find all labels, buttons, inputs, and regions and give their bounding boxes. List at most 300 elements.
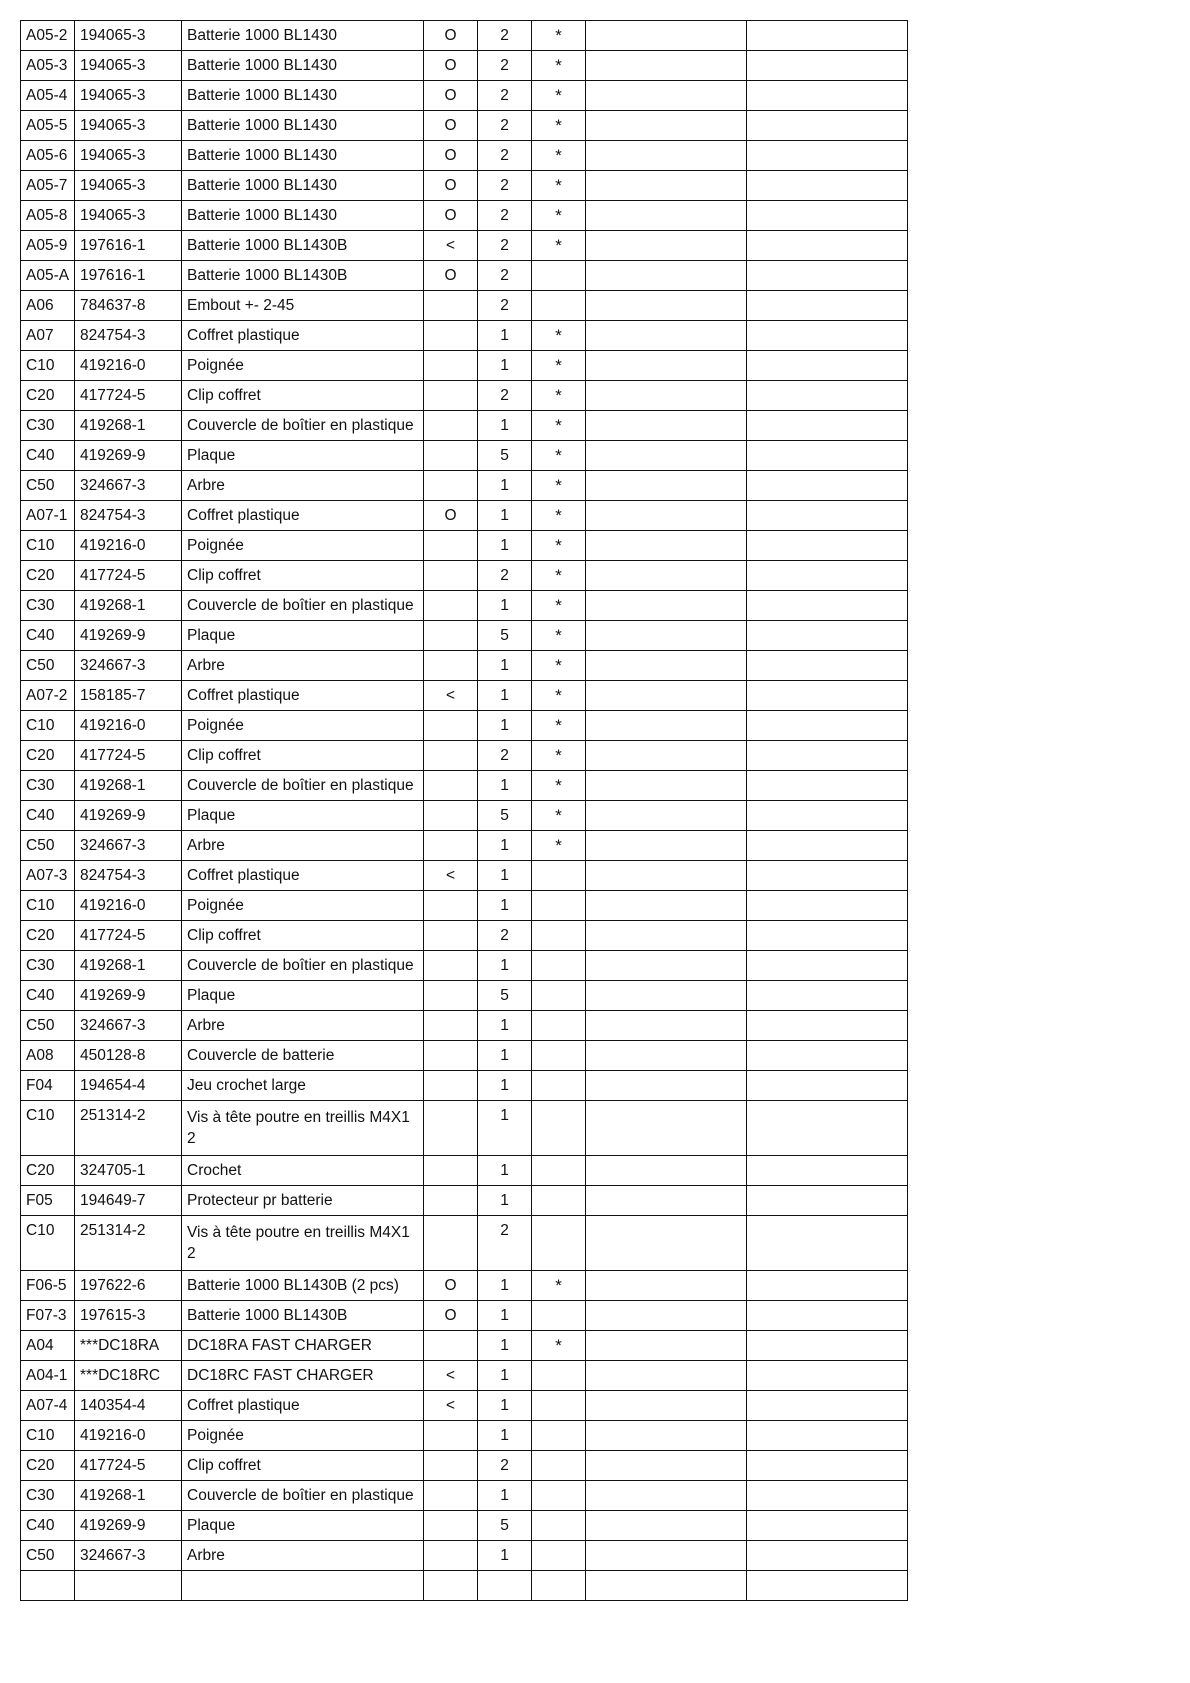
description-cell: Batterie 1000 BL1430	[182, 21, 424, 51]
ref-cell: A05-8	[21, 201, 75, 231]
note-cell-1	[586, 321, 747, 351]
note-cell-1	[586, 1451, 747, 1481]
note-cell-1	[586, 591, 747, 621]
note-cell-2	[747, 921, 908, 951]
description-cell: Arbre	[182, 831, 424, 861]
description-cell: DC18RC FAST CHARGER	[182, 1361, 424, 1391]
quantity-cell: 2	[478, 561, 532, 591]
table-row	[21, 1451, 908, 1481]
note-cell-1	[586, 771, 747, 801]
quantity-cell: 1	[478, 1421, 532, 1451]
part-number-cell: 251314-2	[75, 1101, 182, 1156]
star-cell: *	[532, 651, 586, 681]
ref-cell: A05-2	[21, 21, 75, 51]
ref-cell: C30	[21, 771, 75, 801]
mark-cell: <	[424, 1361, 478, 1391]
note-cell-1	[586, 351, 747, 381]
table-row	[21, 1156, 908, 1186]
ref-cell: C10	[21, 531, 75, 561]
note-cell-2	[747, 1541, 908, 1571]
ref-cell: C30	[21, 411, 75, 441]
quantity-cell: 1	[478, 531, 532, 561]
part-number-cell: 194065-3	[75, 171, 182, 201]
table-row	[21, 591, 908, 621]
note-cell-2	[747, 561, 908, 591]
part-number-cell: 197615-3	[75, 1301, 182, 1331]
star-cell: *	[532, 591, 586, 621]
part-number-cell: 419216-0	[75, 891, 182, 921]
mark-cell	[424, 1571, 478, 1601]
mark-cell	[424, 351, 478, 381]
part-number-cell: 417724-5	[75, 741, 182, 771]
table-row	[21, 441, 908, 471]
part-number-cell: 419216-0	[75, 351, 182, 381]
note-cell-2	[747, 831, 908, 861]
ref-cell: C30	[21, 1481, 75, 1511]
part-number-cell: 419216-0	[75, 1421, 182, 1451]
description-cell: Batterie 1000 BL1430B	[182, 1301, 424, 1331]
star-cell: *	[532, 321, 586, 351]
note-cell-1	[586, 141, 747, 171]
ref-cell: F05	[21, 1186, 75, 1216]
table-row	[21, 861, 908, 891]
note-cell-2	[747, 981, 908, 1011]
star-cell	[532, 1156, 586, 1186]
part-number-cell: 194065-3	[75, 81, 182, 111]
note-cell-1	[586, 1186, 747, 1216]
table-row	[21, 981, 908, 1011]
star-cell: *	[532, 81, 586, 111]
star-cell	[532, 891, 586, 921]
star-cell	[532, 1571, 586, 1601]
table-row	[21, 411, 908, 441]
mark-cell: O	[424, 1301, 478, 1331]
note-cell-2	[747, 501, 908, 531]
description-cell: Poignée	[182, 1421, 424, 1451]
ref-cell: C40	[21, 981, 75, 1011]
star-cell: *	[532, 831, 586, 861]
ref-cell: A07-3	[21, 861, 75, 891]
ref-cell: A07	[21, 321, 75, 351]
ref-cell: C30	[21, 951, 75, 981]
part-number-cell: 324667-3	[75, 471, 182, 501]
part-number-cell: 419268-1	[75, 1481, 182, 1511]
ref-cell: C10	[21, 711, 75, 741]
description-cell: Arbre	[182, 471, 424, 501]
part-number-cell: 194654-4	[75, 1071, 182, 1101]
note-cell-2	[747, 111, 908, 141]
ref-cell: C20	[21, 561, 75, 591]
star-cell: *	[532, 1331, 586, 1361]
quantity-cell: 5	[478, 621, 532, 651]
quantity-cell: 1	[478, 891, 532, 921]
note-cell-2	[747, 321, 908, 351]
quantity-cell: 1	[478, 591, 532, 621]
star-cell: *	[532, 171, 586, 201]
quantity-cell: 1	[478, 1391, 532, 1421]
part-number-cell: 824754-3	[75, 321, 182, 351]
description-cell: Batterie 1000 BL1430	[182, 201, 424, 231]
note-cell-1	[586, 501, 747, 531]
star-cell	[532, 1421, 586, 1451]
note-cell-1	[586, 921, 747, 951]
table-row	[21, 921, 908, 951]
ref-cell: C20	[21, 921, 75, 951]
part-number-cell: ***DC18RC	[75, 1361, 182, 1391]
note-cell-2	[747, 1071, 908, 1101]
note-cell-2	[747, 1301, 908, 1331]
table-row	[21, 1301, 908, 1331]
description-cell: Protecteur pr batterie	[182, 1186, 424, 1216]
star-cell	[532, 1041, 586, 1071]
star-cell: *	[532, 111, 586, 141]
quantity-cell: 1	[478, 711, 532, 741]
table-row	[21, 1481, 908, 1511]
note-cell-1	[586, 861, 747, 891]
star-cell	[532, 1071, 586, 1101]
mark-cell	[424, 381, 478, 411]
star-cell: *	[532, 621, 586, 651]
ref-cell: A07-2	[21, 681, 75, 711]
part-number-cell: 324667-3	[75, 831, 182, 861]
quantity-cell: 1	[478, 1301, 532, 1331]
quantity-cell: 1	[478, 681, 532, 711]
note-cell-1	[586, 1101, 747, 1156]
star-cell	[532, 921, 586, 951]
description-cell: Clip coffret	[182, 1451, 424, 1481]
note-cell-2	[747, 621, 908, 651]
star-cell: *	[532, 231, 586, 261]
mark-cell	[424, 441, 478, 471]
description-cell: Jeu crochet large	[182, 1071, 424, 1101]
ref-cell: C50	[21, 471, 75, 501]
note-cell-2	[747, 891, 908, 921]
table-row	[21, 1361, 908, 1391]
description-cell: Plaque	[182, 441, 424, 471]
description-cell: Coffret plastique	[182, 1391, 424, 1421]
ref-cell: A05-A	[21, 261, 75, 291]
table-row	[21, 291, 908, 321]
quantity-cell: 1	[478, 1331, 532, 1361]
note-cell-2	[747, 201, 908, 231]
ref-cell: F04	[21, 1071, 75, 1101]
ref-cell: C40	[21, 1511, 75, 1541]
mark-cell	[424, 771, 478, 801]
part-number-cell: 417724-5	[75, 921, 182, 951]
mark-cell: <	[424, 861, 478, 891]
note-cell-1	[586, 291, 747, 321]
ref-cell: A05-6	[21, 141, 75, 171]
ref-cell: C40	[21, 621, 75, 651]
mark-cell	[424, 1481, 478, 1511]
star-cell	[532, 261, 586, 291]
table-row	[21, 1041, 908, 1071]
star-cell: *	[532, 411, 586, 441]
part-number-cell: 324667-3	[75, 1541, 182, 1571]
star-cell	[532, 291, 586, 321]
table-row	[21, 531, 908, 561]
part-number-cell: 158185-7	[75, 681, 182, 711]
part-number-cell: 824754-3	[75, 501, 182, 531]
description-cell: Batterie 1000 BL1430	[182, 81, 424, 111]
description-cell: Clip coffret	[182, 921, 424, 951]
mark-cell	[424, 1216, 478, 1271]
table-row	[21, 321, 908, 351]
ref-cell: C10	[21, 1421, 75, 1451]
mark-cell	[424, 1101, 478, 1156]
quantity-cell: 2	[478, 1216, 532, 1271]
table-row	[21, 171, 908, 201]
note-cell-2	[747, 171, 908, 201]
table-row	[21, 771, 908, 801]
quantity-cell: 1	[478, 321, 532, 351]
star-cell	[532, 1216, 586, 1271]
description-cell: Coffret plastique	[182, 681, 424, 711]
part-number-cell: 194065-3	[75, 141, 182, 171]
mark-cell	[424, 531, 478, 561]
note-cell-1	[586, 1041, 747, 1071]
ref-cell: A04	[21, 1331, 75, 1361]
ref-cell: C30	[21, 591, 75, 621]
quantity-cell: 1	[478, 1071, 532, 1101]
note-cell-2	[747, 291, 908, 321]
table-row	[21, 1541, 908, 1571]
mark-cell: O	[424, 111, 478, 141]
ref-cell: C10	[21, 1101, 75, 1156]
star-cell	[532, 1011, 586, 1041]
description-cell: DC18RA FAST CHARGER	[182, 1331, 424, 1361]
star-cell	[532, 1361, 586, 1391]
description-cell: Couvercle de boîtier en plastique	[182, 411, 424, 441]
mark-cell: O	[424, 1271, 478, 1301]
mark-cell	[424, 1186, 478, 1216]
note-cell-1	[586, 261, 747, 291]
table-row	[21, 471, 908, 501]
note-cell-2	[747, 771, 908, 801]
note-cell-2	[747, 801, 908, 831]
mark-cell	[424, 1071, 478, 1101]
star-cell: *	[532, 201, 586, 231]
note-cell-1	[586, 891, 747, 921]
table-row	[21, 1271, 908, 1301]
quantity-cell: 1	[478, 651, 532, 681]
star-cell	[532, 1391, 586, 1421]
part-number-cell: 324667-3	[75, 651, 182, 681]
parts-table-body	[21, 21, 908, 1601]
note-cell-2	[747, 1216, 908, 1271]
mark-cell	[424, 471, 478, 501]
ref-cell: A05-9	[21, 231, 75, 261]
note-cell-2	[747, 1391, 908, 1421]
note-cell-1	[586, 441, 747, 471]
quantity-cell: 2	[478, 21, 532, 51]
mark-cell	[424, 1041, 478, 1071]
part-number-cell: 419268-1	[75, 771, 182, 801]
note-cell-2	[747, 681, 908, 711]
table-row	[21, 1421, 908, 1451]
note-cell-2	[747, 1331, 908, 1361]
note-cell-1	[586, 21, 747, 51]
table-row	[21, 1071, 908, 1101]
table-row	[21, 81, 908, 111]
description-cell: Poignée	[182, 891, 424, 921]
note-cell-1	[586, 1301, 747, 1331]
note-cell-2	[747, 141, 908, 171]
ref-cell: C40	[21, 801, 75, 831]
quantity-cell: 2	[478, 81, 532, 111]
table-row	[21, 1391, 908, 1421]
description-cell: Arbre	[182, 651, 424, 681]
ref-cell: C20	[21, 381, 75, 411]
note-cell-2	[747, 231, 908, 261]
note-cell-1	[586, 951, 747, 981]
star-cell: *	[532, 771, 586, 801]
mark-cell: O	[424, 141, 478, 171]
table-row	[21, 801, 908, 831]
parts-list-table	[20, 20, 908, 1601]
note-cell-2	[747, 861, 908, 891]
quantity-cell: 1	[478, 501, 532, 531]
quantity-cell: 5	[478, 801, 532, 831]
star-cell: *	[532, 441, 586, 471]
part-number-cell: 419269-9	[75, 1511, 182, 1541]
note-cell-2	[747, 951, 908, 981]
star-cell	[532, 1301, 586, 1331]
star-cell	[532, 1186, 586, 1216]
star-cell	[532, 1101, 586, 1156]
part-number-cell: 417724-5	[75, 1451, 182, 1481]
table-row	[21, 381, 908, 411]
part-number-cell: 784637-8	[75, 291, 182, 321]
star-cell: *	[532, 741, 586, 771]
description-cell: Vis à tête poutre en treillis M4X1 2	[182, 1216, 424, 1271]
note-cell-1	[586, 471, 747, 501]
ref-cell: C20	[21, 1156, 75, 1186]
description-cell: Embout +- 2-45	[182, 291, 424, 321]
quantity-cell: 1	[478, 1481, 532, 1511]
table-row	[21, 621, 908, 651]
note-cell-1	[586, 801, 747, 831]
description-cell	[182, 1571, 424, 1601]
ref-cell: A05-3	[21, 51, 75, 81]
ref-cell: C40	[21, 441, 75, 471]
note-cell-2	[747, 441, 908, 471]
ref-cell: F07-3	[21, 1301, 75, 1331]
description-cell: Couvercle de boîtier en plastique	[182, 951, 424, 981]
part-number-cell: 140354-4	[75, 1391, 182, 1421]
description-cell: Clip coffret	[182, 381, 424, 411]
note-cell-1	[586, 411, 747, 441]
ref-cell: C20	[21, 1451, 75, 1481]
table-row	[21, 1216, 908, 1271]
quantity-cell: 5	[478, 441, 532, 471]
note-cell-1	[586, 1571, 747, 1601]
star-cell: *	[532, 21, 586, 51]
star-cell: *	[532, 801, 586, 831]
mark-cell: <	[424, 231, 478, 261]
description-cell: Batterie 1000 BL1430	[182, 51, 424, 81]
quantity-cell: 1	[478, 411, 532, 441]
note-cell-2	[747, 1481, 908, 1511]
mark-cell	[424, 1511, 478, 1541]
mark-cell	[424, 1156, 478, 1186]
mark-cell	[424, 1331, 478, 1361]
mark-cell: O	[424, 501, 478, 531]
note-cell-2	[747, 1101, 908, 1156]
table-row	[21, 1331, 908, 1361]
note-cell-2	[747, 81, 908, 111]
part-number-cell: 194065-3	[75, 51, 182, 81]
table-row	[21, 891, 908, 921]
ref-cell: F06-5	[21, 1271, 75, 1301]
note-cell-2	[747, 1041, 908, 1071]
star-cell: *	[532, 561, 586, 591]
part-number-cell: 419268-1	[75, 591, 182, 621]
note-cell-1	[586, 111, 747, 141]
part-number-cell: 824754-3	[75, 861, 182, 891]
mark-cell	[424, 1451, 478, 1481]
table-row	[21, 951, 908, 981]
ref-cell: A05-7	[21, 171, 75, 201]
description-cell: Couvercle de batterie	[182, 1041, 424, 1071]
mark-cell	[424, 411, 478, 441]
description-cell: Clip coffret	[182, 561, 424, 591]
note-cell-1	[586, 531, 747, 561]
quantity-cell: 1	[478, 1101, 532, 1156]
note-cell-1	[586, 681, 747, 711]
mark-cell	[424, 591, 478, 621]
mark-cell: <	[424, 681, 478, 711]
part-number-cell: 417724-5	[75, 561, 182, 591]
note-cell-1	[586, 1391, 747, 1421]
note-cell-2	[747, 51, 908, 81]
table-row	[21, 21, 908, 51]
note-cell-2	[747, 1421, 908, 1451]
star-cell	[532, 861, 586, 891]
quantity-cell: 2	[478, 141, 532, 171]
star-cell	[532, 1541, 586, 1571]
note-cell-2	[747, 651, 908, 681]
mark-cell	[424, 801, 478, 831]
note-cell-1	[586, 711, 747, 741]
quantity-cell: 2	[478, 51, 532, 81]
table-row	[21, 1186, 908, 1216]
quantity-cell: 2	[478, 201, 532, 231]
description-cell: Batterie 1000 BL1430	[182, 111, 424, 141]
note-cell-2	[747, 1186, 908, 1216]
note-cell-1	[586, 1271, 747, 1301]
description-cell: Couvercle de boîtier en plastique	[182, 591, 424, 621]
ref-cell: C50	[21, 1541, 75, 1571]
note-cell-2	[747, 741, 908, 771]
description-cell: Arbre	[182, 1011, 424, 1041]
ref-cell: C50	[21, 1011, 75, 1041]
ref-cell: C50	[21, 651, 75, 681]
description-cell: Batterie 1000 BL1430B	[182, 261, 424, 291]
quantity-cell: 2	[478, 111, 532, 141]
note-cell-1	[586, 201, 747, 231]
quantity-cell: 1	[478, 861, 532, 891]
mark-cell	[424, 741, 478, 771]
mark-cell	[424, 921, 478, 951]
table-row	[21, 111, 908, 141]
table-row	[21, 231, 908, 261]
star-cell: *	[532, 681, 586, 711]
note-cell-1	[586, 981, 747, 1011]
part-number-cell	[75, 1571, 182, 1601]
star-cell	[532, 981, 586, 1011]
note-cell-1	[586, 1481, 747, 1511]
